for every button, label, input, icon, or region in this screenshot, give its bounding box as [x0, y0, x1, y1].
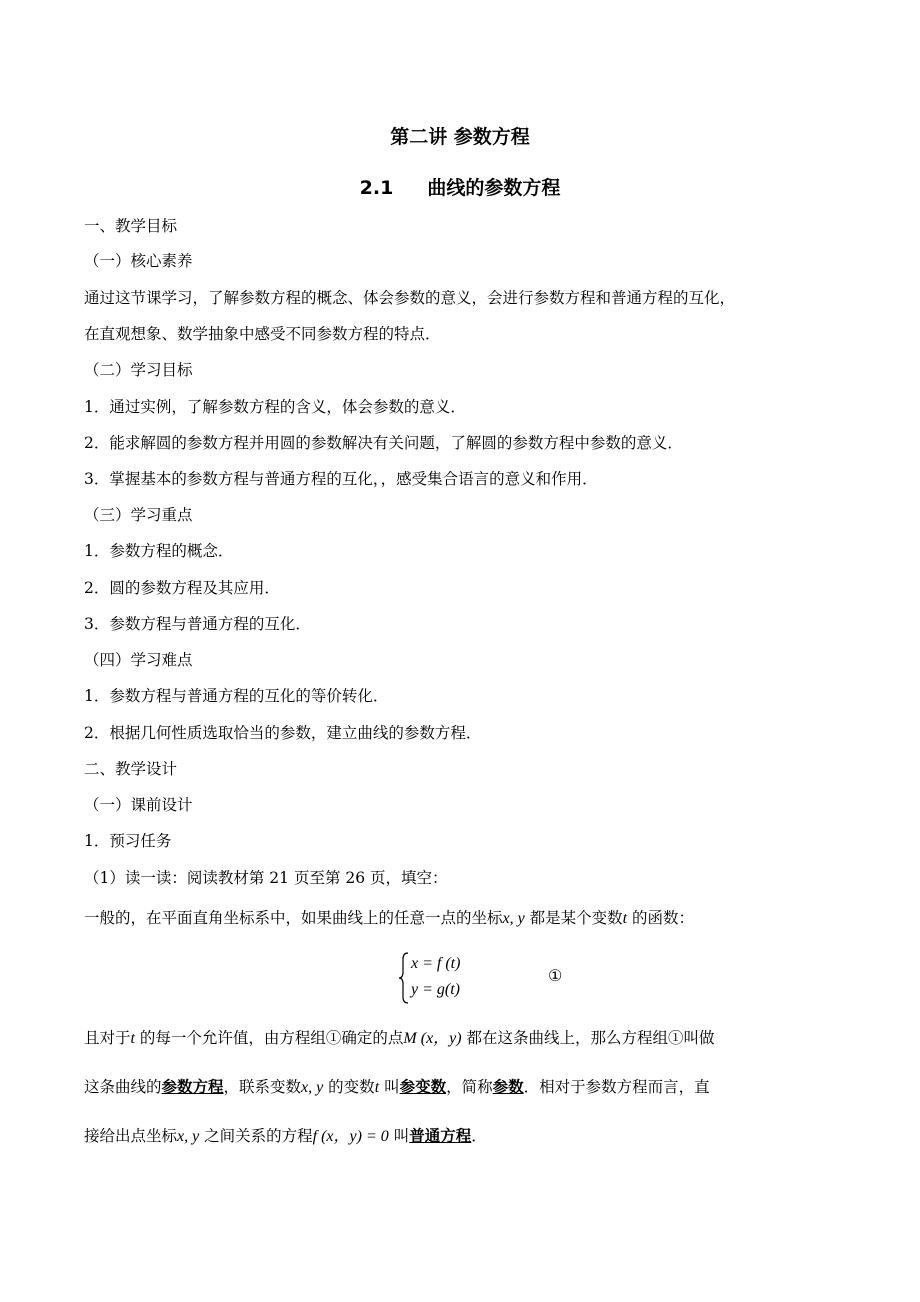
paragraph-line: 通过这节课学习，了解参数方程的概念、体会参数的意义，会进行参数方程和普通方程的互化， — [84, 289, 736, 307]
math-point-m: M (x，y) — [403, 1030, 462, 1047]
heading-teaching-goals: 一、教学目标 — [84, 217, 178, 235]
parametric-system — [398, 952, 478, 1004]
definition-line — [84, 1028, 715, 1049]
subheading-learning-goals: （二）学习目标 — [84, 361, 193, 379]
text-run: ，联系变数 — [223, 1078, 302, 1096]
term-parameter: 参数 — [492, 1077, 524, 1096]
text-run: 叫 — [379, 1078, 400, 1096]
text-run: 这条曲线的 — [84, 1078, 162, 1096]
left-brace — [398, 952, 410, 1004]
text-run: 的函数： — [627, 909, 695, 927]
list-item: 1．参数方程的概念． — [84, 542, 234, 560]
subheading-key-points: （三）学习重点 — [84, 506, 193, 524]
list-item: 1．参数方程与普通方程的互化的等价转化． — [84, 687, 389, 705]
list-item: 3．掌握基本的参数方程与普通方程的互化，，感受集合语言的意义和作用． — [84, 470, 598, 488]
chapter-title: 第二讲 参数方程 — [390, 126, 530, 148]
subheading-core-literacy: （一）核心素养 — [84, 252, 193, 270]
text-run: 之间关系的方程 — [199, 1127, 313, 1145]
text-run: ．相对于参数方程而言，直 — [523, 1078, 710, 1096]
section-title-text: 曲线的参数方程 — [427, 177, 561, 199]
subheading-difficulties: （四）学习难点 — [84, 651, 193, 669]
list-item: 2．圆的参数方程及其应用． — [84, 579, 280, 597]
text-run: ，简称 — [446, 1078, 493, 1096]
paragraph-line: 在直观想象、数学抽象中感受不同参数方程的特点． — [84, 325, 441, 343]
definition-intro — [84, 908, 694, 929]
math-t: t — [130, 1030, 135, 1047]
text-run: 的变数 — [323, 1078, 375, 1096]
text-run: ． — [471, 1127, 487, 1145]
math-t: t — [622, 910, 628, 927]
equation-x: x = f (t) — [411, 955, 461, 972]
math-t: t — [374, 1079, 380, 1096]
text-run: 叫 — [388, 1127, 410, 1145]
math-vars: x, y — [301, 1079, 324, 1096]
text-run: 接给出点坐标 — [84, 1127, 178, 1145]
definition-line — [84, 1126, 487, 1147]
list-item: 2．根据几何性质选取恰当的参数，建立曲线的参数方程． — [84, 724, 482, 742]
subheading-pre-class: （一）课前设计 — [84, 796, 193, 814]
reading-task: （1）读一读：阅读教材第 21 页至第 26 页，填空： — [84, 869, 448, 887]
heading-teaching-design: 二、教学设计 — [84, 760, 178, 778]
definition-line — [84, 1077, 710, 1098]
text-run: 都是某个变数 — [524, 909, 623, 927]
math-vars: x, y — [177, 1128, 200, 1145]
list-item: 1．通过实例，了解参数方程的含义，体会参数的意义． — [84, 398, 466, 416]
text-run: 的每一个允许值，由方程组①确定的点 — [134, 1029, 404, 1047]
text-run: 且对于 — [84, 1029, 131, 1047]
section-title — [0, 173, 920, 200]
equation-label: ① — [548, 966, 563, 985]
text-run: 都在这条曲线上，那么方程组①叫做 — [461, 1029, 715, 1047]
list-item: 1．预习任务 — [84, 832, 172, 850]
term-parameter-variable: 参变数 — [399, 1077, 447, 1096]
list-item: 3．参数方程与普通方程的互化． — [84, 615, 311, 633]
term-parametric-equation: 参数方程 — [161, 1077, 224, 1096]
math-function: f (x，y) = 0 — [312, 1128, 389, 1145]
section-number: 2.1 — [359, 177, 394, 199]
term-ordinary-equation: 普通方程 — [409, 1126, 472, 1145]
equation-y: y = g(t) — [411, 981, 460, 998]
text-run: 一般的，在平面直角坐标系中，如果曲线上的任意一点的坐标 — [84, 909, 503, 927]
math-vars: x, y — [502, 910, 525, 927]
list-item: 2．能求解圆的参数方程并用圆的参数解决有关问题，了解圆的参数方程中参数的意义． — [84, 434, 683, 452]
